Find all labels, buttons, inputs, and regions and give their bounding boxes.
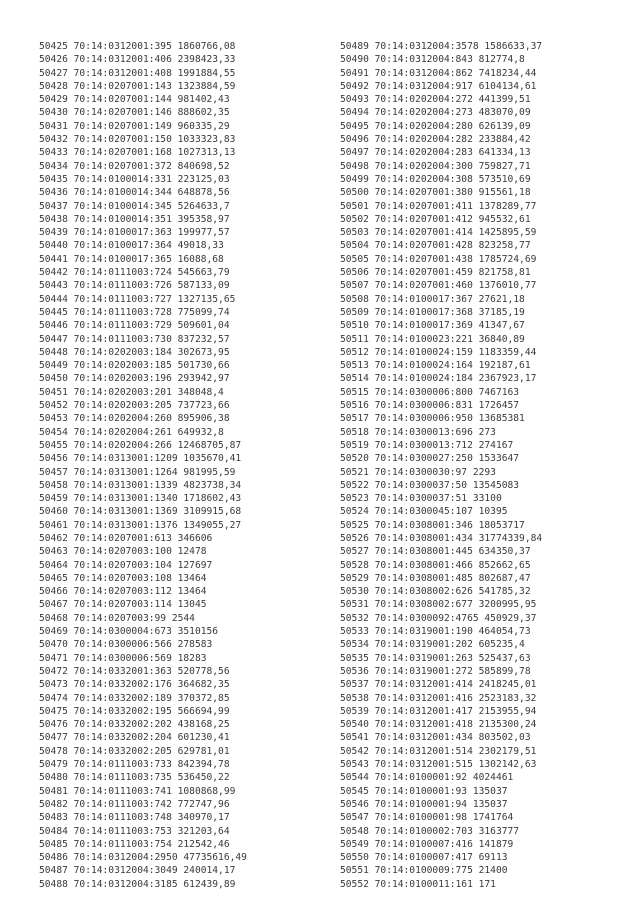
record-row: 50516 70:14:0300006:831 1726457 [340,400,520,412]
record-row: 50514 70:14:0100024:184 2367923,17 [340,373,537,385]
record-row: 50438 70:14:0100014:351 395358,97 [39,213,230,225]
record-row: 50450 70:14:0202003:196 293942,97 [39,373,230,385]
record-row: 50489 70:14:0312004:3578 1586633,37 [340,41,543,52]
record-row: 50433 70:14:0207001:168 1027313,13 [39,147,236,159]
record-row: 50527 70:14:0308001:445 634350,37 [340,546,531,558]
record-row: 50509 70:14:0100017:368 37185,19 [340,306,525,318]
record-row: 50499 70:14:0202004:308 573510,69 [340,173,531,185]
record-row: 50504 70:14:0207001:428 823258,77 [340,240,531,252]
record-row: 50551 70:14:0100009:775 21400 [340,865,508,877]
record-row: 50484 70:14:0111003:753 321203,64 [39,825,230,837]
record-row: 50475 70:14:0332002:195 566694,99 [39,705,230,717]
record-row: 50459 70:14:0313001:1340 1718602,43 [39,493,242,505]
record-row: 50435 70:14:0100014:331 223125,03 [39,173,230,185]
record-row: 50506 70:14:0207001:459 821758,81 [340,267,531,279]
record-row: 50535 70:14:0319001:263 525437,63 [340,652,531,664]
record-row: 50531 70:14:0308002:677 3200995,95 [340,599,537,611]
record-row: 50468 70:14:0207003:99 2544 [39,612,195,624]
record-row: 50482 70:14:0111003:742 772747,96 [39,798,230,810]
record-row: 50513 70:14:0100024:164 192187,61 [340,360,531,372]
record-row: 50502 70:14:0207001:412 945532,61 [340,213,531,225]
record-row: 50539 70:14:0312001:417 2153955,94 [340,705,537,717]
record-row: 50478 70:14:0332002:205 629781,01 [39,745,230,757]
record-row: 50522 70:14:0300037:50 13545083 [340,479,520,491]
record-row: 50490 70:14:0312004:843 812774,8 [340,54,525,66]
record-row: 50528 70:14:0308001:466 852662,65 [340,559,531,571]
record-row: 50458 70:14:0313001:1339 4823738,34 [39,479,242,491]
record-row: 50501 70:14:0207001:411 1378289,77 [340,200,537,212]
record-row: 50474 70:14:0332002:189 370372,85 [39,692,230,704]
record-row: 50472 70:14:0332001:363 520778,56 [39,665,230,677]
record-row: 50492 70:14:0312004:917 6104134,61 [340,80,537,92]
record-row: 50548 70:14:0100002:703 3163777 [340,825,520,837]
record-row: 50463 70:14:0207003:100 12478 [39,546,207,558]
record-row: 50426 70:14:0312001:406 2398423,33 [39,54,236,66]
record-row: 50496 70:14:0202004:282 233884,42 [340,134,531,146]
record-row: 50471 70:14:0300006:569 18283 [39,652,207,664]
record-row: 50437 70:14:0100014:345 5264633,7 [39,200,230,212]
record-row: 50523 70:14:0300037:51 33100 [340,493,502,505]
record-row: 50533 70:14:0319001:190 464054,73 [340,626,531,638]
record-row: 50442 70:14:0111003:724 545663,79 [39,267,230,279]
record-row: 50470 70:14:0300006:566 278583 [39,639,213,651]
record-row: 50425 70:14:0312001:395 1860766,08 [39,41,236,52]
record-row: 50461 70:14:0313001:1376 1349055,27 [39,519,242,531]
record-row: 50515 70:14:0300006:800 7467163 [340,386,520,398]
record-row: 50446 70:14:0111003:729 509601,04 [39,320,230,332]
record-row: 50440 70:14:0100017:364 49018,33 [39,240,224,252]
record-row: 50519 70:14:0300013:712 274167 [340,439,514,451]
record-row: 50444 70:14:0111003:727 1327135,65 [39,293,236,305]
record-row: 50456 70:14:0313001:1209 1035670,41 [39,453,242,465]
record-row: 50427 70:14:0312001:408 1991884,55 [39,67,236,79]
record-row: 50436 70:14:0100014:344 648878,56 [39,187,230,199]
record-row: 50483 70:14:0111003:748 340970,17 [39,812,230,824]
record-row: 50457 70:14:0313001:1264 981995,59 [39,466,236,478]
record-row: 50491 70:14:0312004:862 7418234,44 [340,67,537,79]
record-row: 50453 70:14:0202004:260 895906,38 [39,413,230,425]
record-row: 50477 70:14:0332002:204 601230,41 [39,732,230,744]
record-row: 50441 70:14:0100017:365 16088,68 [39,253,224,265]
record-row: 50537 70:14:0312001:414 2418245,01 [340,679,537,691]
record-row: 50503 70:14:0207001:414 1425895,59 [340,227,537,239]
record-row: 50495 70:14:0202004:280 626139,09 [340,120,531,132]
record-row: 50512 70:14:0100024:159 1183359,44 [340,346,537,358]
record-row: 50452 70:14:0202003:205 737723,66 [39,400,230,412]
record-row: 50460 70:14:0313001:1369 3109915,68 [39,506,242,518]
record-row: 50467 70:14:0207003:114 13045 [39,599,207,611]
record-row: 50524 70:14:0300045:107 10395 [340,506,508,518]
record-row: 50494 70:14:0202004:273 483070,09 [340,107,531,119]
record-row: 50507 70:14:0207001:460 1376010,77 [340,280,537,292]
record-row: 50493 70:14:0202004:272 441399,51 [340,94,531,106]
record-row: 50498 70:14:0202004:300 759827,71 [340,160,531,172]
record-row: 50488 70:14:0312004:3185 612439,89 [39,878,236,890]
record-row: 50541 70:14:0312001:434 803502,03 [340,732,531,744]
record-row: 50510 70:14:0100017:369 41347,67 [340,320,525,332]
record-row: 50429 70:14:0207001:144 981402,43 [39,94,230,106]
record-row: 50445 70:14:0111003:728 775099,74 [39,306,230,318]
record-row: 50464 70:14:0207003:104 127697 [39,559,213,571]
record-row: 50432 70:14:0207001:150 1033323,83 [39,134,236,146]
record-row: 50547 70:14:0100001:98 1741764 [340,812,514,824]
record-row: 50530 70:14:0308002:626 541785,32 [340,586,531,598]
record-row: 50465 70:14:0207003:108 13464 [39,572,207,584]
record-row: 50526 70:14:0308001:434 31774339,84 [340,532,543,544]
record-row: 50545 70:14:0100001:93 135037 [340,785,508,797]
record-row: 50476 70:14:0332002:202 438168,25 [39,719,230,731]
record-row: 50534 70:14:0319001:202 605235,4 [340,639,525,651]
record-row: 50466 70:14:0207003:112 13464 [39,586,207,598]
record-row: 50505 70:14:0207001:438 1785724,69 [340,253,537,265]
record-row: 50552 70:14:0100011:161 171 [340,878,496,890]
record-row: 50521 70:14:0300030:97 2293 [340,466,496,478]
record-row: 50517 70:14:0300006:950 13685381 [340,413,525,425]
record-row: 50546 70:14:0100001:94 135037 [340,798,508,810]
record-row: 50447 70:14:0111003:730 837232,57 [39,333,230,345]
record-row: 50454 70:14:0202004:261 649932,8 [39,426,224,438]
record-row: 50540 70:14:0312001:418 2135300,24 [340,719,537,731]
record-row: 50550 70:14:0100007:417 69113 [340,852,508,864]
record-row: 50481 70:14:0111003:741 1080868,99 [39,785,236,797]
record-row: 50451 70:14:0202003:201 348048,4 [39,386,224,398]
record-row: 50434 70:14:0207001:372 840698,52 [39,160,230,172]
record-row: 50544 70:14:0100001:92 4024461 [340,772,514,784]
record-row: 50486 70:14:0312004:2950 47735616,49 [39,852,247,864]
record-row: 50536 70:14:0319001:272 585899,78 [340,665,531,677]
record-row: 50542 70:14:0312001:514 2302179,51 [340,745,537,757]
record-row: 50455 70:14:0202004:266 12468705,87 [39,439,242,451]
record-row: 50449 70:14:0202003:185 501730,66 [39,360,230,372]
record-row: 50532 70:14:0300092:4765 450929,37 [340,612,537,624]
record-row: 50511 70:14:0100023:221 36840,89 [340,333,525,345]
record-row: 50439 70:14:0100017:363 199977,57 [39,227,230,239]
record-row: 50497 70:14:0202004:283 641334,13 [340,147,531,159]
record-row: 50529 70:14:0308001:485 802687,47 [340,572,531,584]
left-record-column [39,40,247,891]
record-row: 50448 70:14:0202003:184 302673,95 [39,346,230,358]
record-row: 50508 70:14:0100017:367 27621,18 [340,293,525,305]
record-row: 50518 70:14:0300013:696 273 [340,426,496,438]
record-row: 50500 70:14:0207001:380 915561,18 [340,187,531,199]
record-row: 50462 70:14:0207001:613 346606 [39,532,213,544]
record-row: 50443 70:14:0111003:726 587133,09 [39,280,230,292]
record-row: 50485 70:14:0111003:754 212542,46 [39,838,230,850]
record-row: 50487 70:14:0312004:3049 240014,17 [39,865,236,877]
record-row: 50479 70:14:0111003:733 842394,78 [39,759,230,771]
record-row: 50538 70:14:0312001:416 2523183,32 [340,692,537,704]
record-row: 50430 70:14:0207001:146 888602,35 [39,107,230,119]
record-row: 50543 70:14:0312001:515 1302142,63 [340,759,537,771]
record-row: 50520 70:14:0300027:250 1533647 [340,453,520,465]
record-row: 50469 70:14:0300004:673 3510156 [39,626,219,638]
record-row: 50480 70:14:0111003:735 536450,22 [39,772,230,784]
record-row: 50473 70:14:0332002:176 364682,35 [39,679,230,691]
right-record-column [340,40,542,891]
record-row: 50431 70:14:0207001:149 960335,29 [39,120,230,132]
record-row: 50428 70:14:0207001:143 1323884,59 [39,80,236,92]
record-row: 50549 70:14:0100007:416 141879 [340,838,514,850]
record-row: 50525 70:14:0308001:346 18053717 [340,519,525,531]
